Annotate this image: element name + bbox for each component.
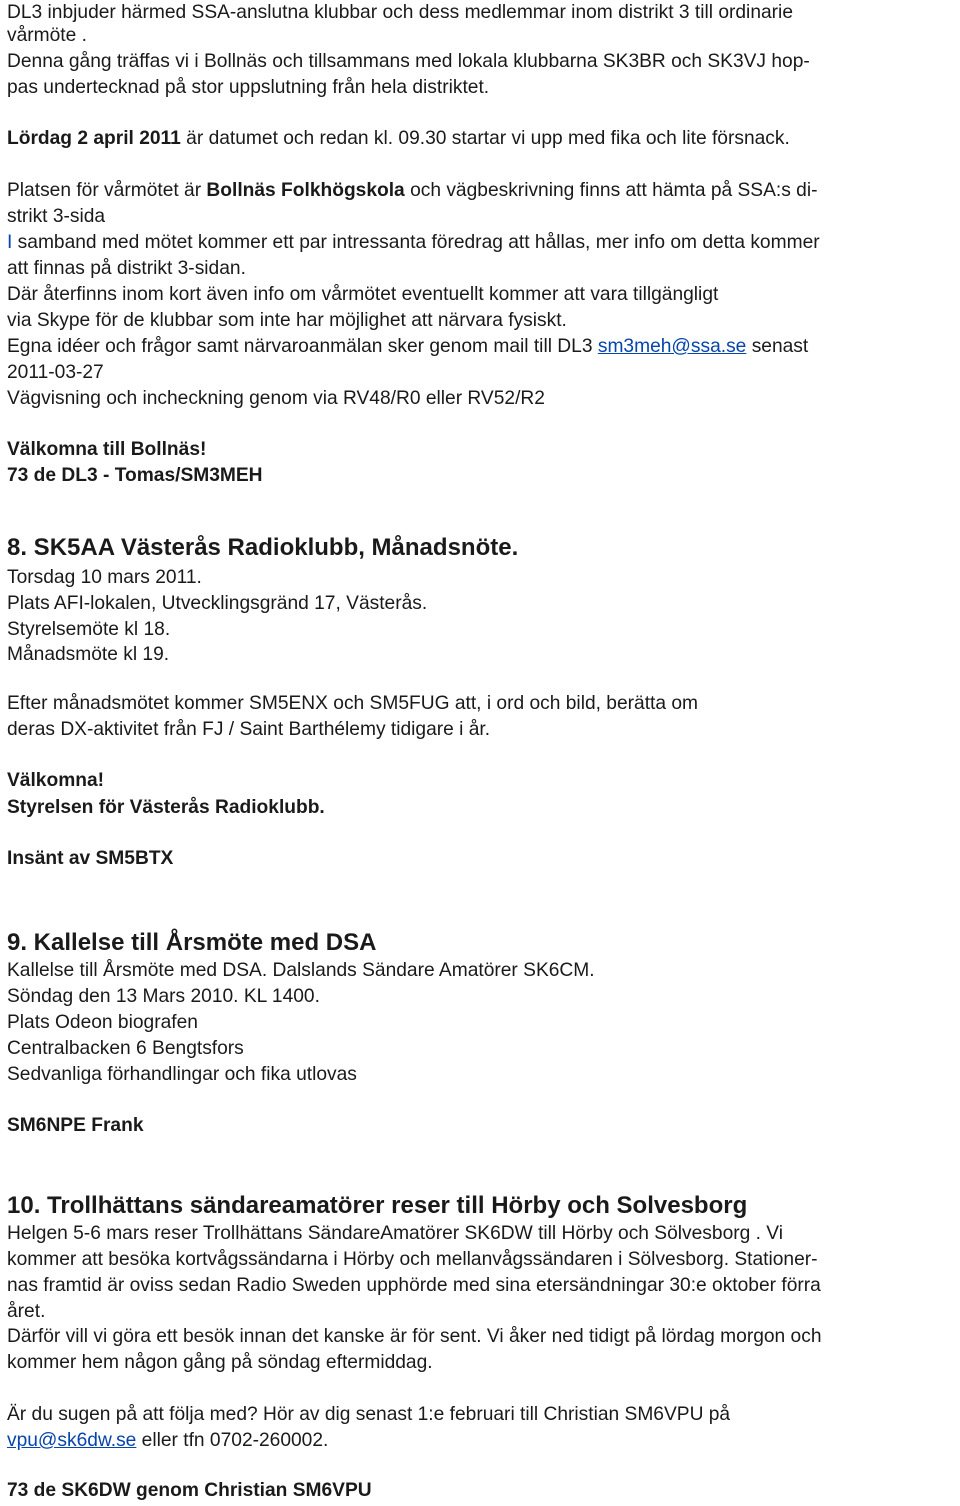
section-10-line-4: året.: [7, 1301, 46, 1322]
dl3-date-rest: är datumet och redan kl. 09.30 startar vi upp med fika och lite försnack.: [180, 128, 790, 149]
dl3-skype-line-2: via Skype för de klubbar som inte har möjlighet att närvara fysiskt.: [7, 310, 567, 331]
dl3-mail-post: senast: [746, 336, 809, 357]
dl3-deadline: 2011-03-27: [7, 362, 104, 383]
section-10-line-2: kommer att besöka kortvågssändarna i Hörby och mellanvågssändaren i Sölvesborg. Stationer-: [7, 1249, 818, 1270]
dl3-date-bold: Lördag 2 april 2011: [7, 128, 181, 149]
section-10-question: Är du sugen på att följa med? Hör av dig senast 1:e februari till Christian SM6VPU på: [7, 1404, 731, 1425]
dl3-signature: 73 de DL3 - Tomas/SM3MEH: [7, 465, 263, 486]
dl3-intro-line-2: vårmöte .: [7, 25, 87, 46]
dl3-place-pre: Platsen för vårmötet är: [7, 180, 207, 201]
section-10-email-link[interactable]: vpu@sk6dw.se: [7, 1430, 137, 1451]
section-10-email-line: [7, 1428, 328, 1454]
dl3-place-bold: Bollnäs Folkhögskola: [206, 180, 405, 201]
section-9-signature: SM6NPE Frank: [7, 1115, 144, 1136]
dl3-place-post: och vägbeskrivning finns att hämta på SSA:s di-: [404, 180, 818, 201]
section-8-place: Plats AFI-lokalen, Utvecklingsgränd 17, Västerås.: [7, 593, 428, 614]
section-8-heading: 8. SK5AA Västerås Radioklubb, Månadsnöte.: [7, 534, 519, 561]
section-10-line-5: Därför vill vi göra ett besök innan det kanske är för sent. Vi åker ned tidigt på lördag morgon och: [7, 1326, 822, 1347]
section-10-heading: 10. Trollhättans sändareamatörer reser till Hörby och Solvesborg: [7, 1192, 748, 1219]
section-9-line-2: Söndag den 13 Mars 2010. KL 1400.: [7, 986, 320, 1007]
dl3-date-line: [7, 126, 790, 152]
dl3-samband-rest: samband med mötet kommer ett par intressanta föredrag att hållas, mer info om detta kommer: [12, 232, 820, 253]
dl3-mail-pre: Egna idéer och frågor samt närvaroanmälan sker genom mail till DL3: [7, 336, 598, 357]
section-10-line-3: nas framtid är oviss sedan Radio Sweden upphörde med sina etersändningar 30:e oktober förra: [7, 1275, 821, 1296]
dl3-intro-line-3: Denna gång träffas vi i Bollnäs och tillsammans med lokala klubbarna SK3BR och SK3VJ hop-: [7, 51, 810, 72]
section-8-monthly: Månadsmöte kl 19.: [7, 644, 170, 665]
dl3-route: Vägvisning och incheckning genom via RV48/R0 eller RV52/R2: [7, 388, 545, 409]
section-8-date: Torsdag 10 mars 2011.: [7, 567, 202, 588]
dl3-samband-I: I: [7, 232, 13, 253]
section-10-line-6: kommer hem någon gång på söndag eftermiddag.: [7, 1352, 433, 1373]
section-8-sent-by: Insänt av SM5BTX: [7, 848, 174, 869]
dl3-intro-line-4: pas undertecknad på stor uppslutning från hela distriktet.: [7, 77, 490, 98]
dl3-intro-line-1: DL3 inbjuder härmed SSA-anslutna klubbar och dess medlemmar inom distrikt 3 till ordinarie: [7, 2, 793, 23]
dl3-samband-line: [7, 230, 820, 256]
section-9-line-4: Centralbacken 6 Bengtsfors: [7, 1038, 244, 1059]
dl3-mail-link[interactable]: sm3meh@ssa.se: [597, 336, 747, 357]
section-9-heading: 9. Kallelse till Årsmöte med DSA: [7, 929, 377, 956]
section-8-board: Styrelsemöte kl 18.: [7, 619, 171, 640]
dl3-mail-line: [7, 334, 808, 360]
section-10-line-1: Helgen 5-6 mars reser Trollhättans SändareAmatörer SK6DW till Hörby och Sölvesborg . Vi: [7, 1223, 784, 1244]
dl3-place-line-2: strikt 3-sida: [7, 206, 106, 227]
section-9-line-5: Sedvanliga förhandlingar och fika utlovas: [7, 1064, 357, 1085]
dl3-place-line: [7, 178, 817, 204]
section-9-line-3: Plats Odeon biografen: [7, 1012, 198, 1033]
section-8-welcome: Välkomna!: [7, 770, 105, 791]
section-8-board-signature: Styrelsen för Västerås Radioklubb.: [7, 797, 325, 818]
dl3-samband-line-2: att finnas på distrikt 3-sidan.: [7, 258, 246, 279]
section-9-line-1: Kallelse till Årsmöte med DSA. Dalslands Sändare Amatörer SK6CM.: [7, 960, 595, 981]
dl3-skype-line-1: Där återfinns inom kort även info om vårmötet eventuellt kommer att vara tillgängligt: [7, 284, 719, 305]
section-10-email-post: eller tfn 0702-260002.: [136, 1430, 329, 1451]
dl3-welcome: Välkomna till Bollnäs!: [7, 439, 207, 460]
section-8-after-line-2: deras DX-aktivitet från FJ / Saint Barthélemy tidigare i år.: [7, 719, 491, 740]
section-10-signature: 73 de SK6DW genom Christian SM6VPU: [7, 1480, 372, 1501]
section-8-after-line-1: Efter månadsmötet kommer SM5ENX och SM5FUG att, i ord och bild, berätta om: [7, 693, 699, 714]
